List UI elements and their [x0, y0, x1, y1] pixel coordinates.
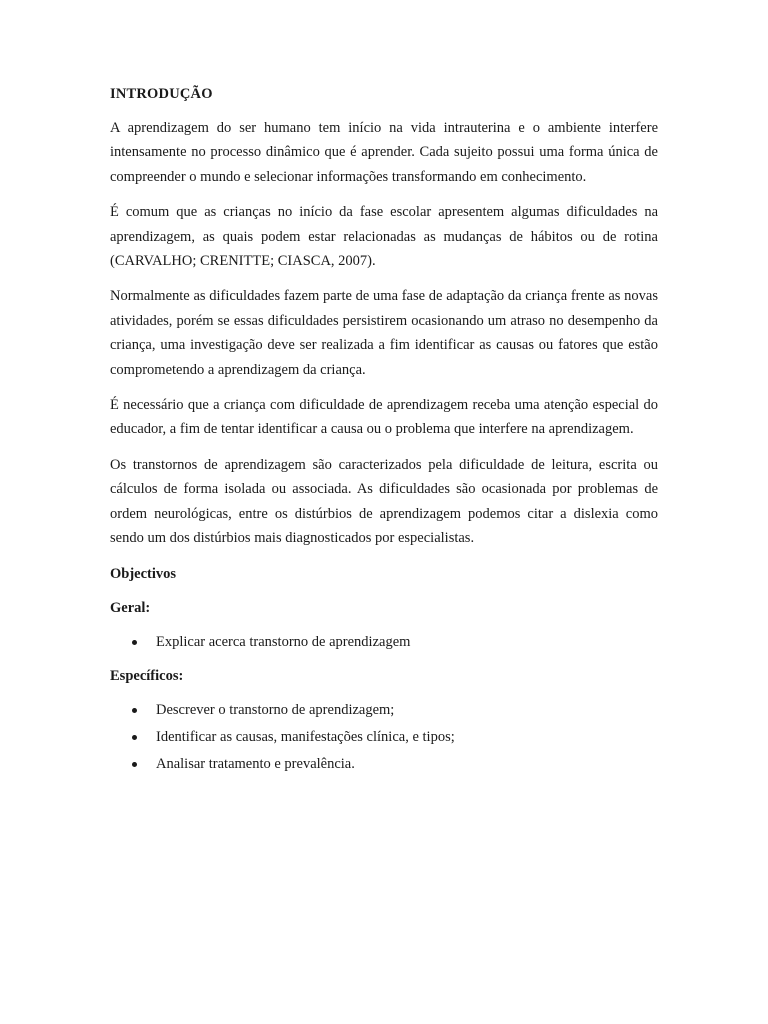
list-item-text: Explicar acerca transtorno de aprendizagem [156, 633, 411, 650]
list-item [110, 698, 658, 722]
paragraph-3: Normalmente as dificuldades fazem parte de uma fase de adaptação da criança frente as novas atividades, porém se essas dificuldades persistirem ocasionando um atraso no desempenho da criança, uma investigação deve ser realizada a fim identificar as causas ou fatores que estão comprometendo a aprendizagem da criança. [110, 288, 658, 378]
bullet-icon [132, 708, 137, 713]
list-item-text: Analisar tratamento e prevalência. [156, 755, 355, 772]
specific-heading: Específicos: [110, 667, 184, 684]
objectives-heading: Objectivos [110, 565, 177, 582]
document-page [110, 82, 658, 786]
list-item-text: Identificar as causas, manifestações clínica, e tipos; [156, 728, 455, 745]
bullet-icon [132, 735, 137, 740]
paragraph-4: É necessário que a criança com dificuldade de aprendizagem receba uma atenção especial do educador, a fim de tentar identificar a causa ou o problema que interfere na aprendizagem. [110, 397, 658, 438]
bullet-icon [132, 762, 137, 767]
list-item [110, 725, 658, 749]
general-list [110, 630, 658, 654]
specific-list [110, 698, 658, 776]
list-item-text: Descrever o transtorno de aprendizagem; [156, 701, 395, 718]
section-title: INTRODUÇÃO [110, 86, 213, 102]
paragraph-5: Os transtornos de aprendizagem são caracterizados pela dificuldade de leitura, escrita ou cálculos de forma isolada ou associada. As dificuldades são ocasionada por problemas de ordem neurológicas, entre os distúrbios de aprendizagem podemos citar a dislexia como sendo um dos distúrbios mais diagnosticados por especialistas. [110, 456, 658, 547]
list-item [110, 630, 658, 654]
bullet-icon [132, 640, 137, 645]
paragraph-1: A aprendizagem do ser humano tem início na vida intrauterina e o ambiente interfere intensamente no processo dinâmico que é aprender. Cada sujeito possui uma forma única de compreender o mundo e selecionar informações transformando em conhecimento. [110, 120, 658, 185]
general-heading: Geral: [110, 599, 151, 616]
list-item [110, 752, 658, 776]
paragraph-2: É comum que as crianças no início da fase escolar apresentem algumas dificuldades na aprendizagem, as quais podem estar relacionadas as mudanças de hábitos ou de rotina (CARVALHO; CRENITTE; CIASCA, 2007). [110, 204, 658, 270]
